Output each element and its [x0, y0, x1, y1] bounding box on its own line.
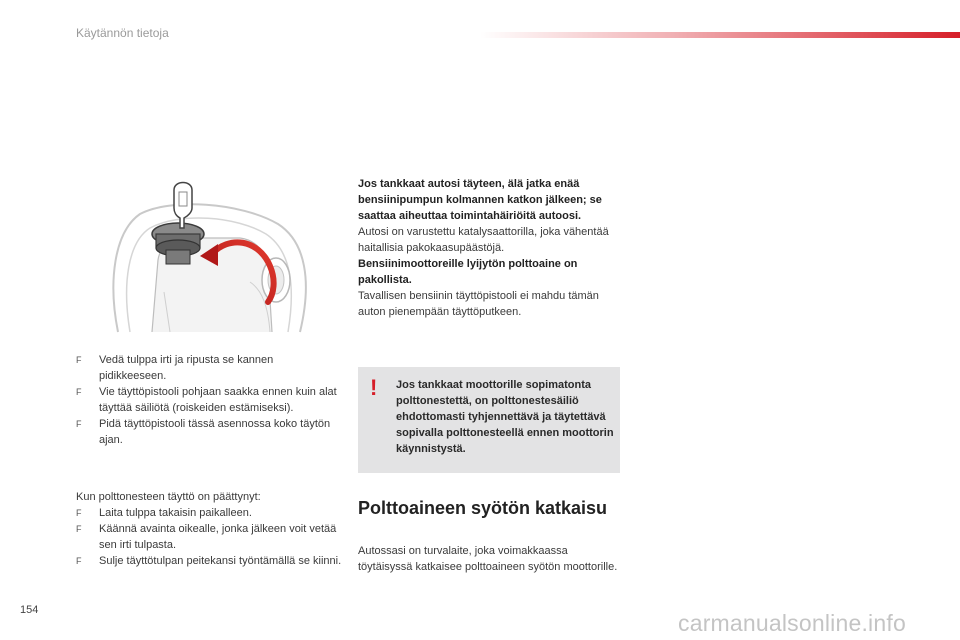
list-item: F Sulje täyttötulpan peitekansi työntämällä se kiinni. [76, 555, 342, 567]
section-title: Polttoaineen syötön katkaisu [358, 498, 608, 518]
fill-warning: Jos tankkaat autosi täyteen, älä jatka enää bensiinipumpun kolmannen katkon jälkeen; se saattaa aiheuttaa toimintahäiriöitä autoosi. [358, 178, 602, 222]
fuel-cap-key-icon [100, 172, 320, 340]
bullet-icon: F [76, 419, 82, 429]
watermark: carmanualsonline.info [678, 610, 906, 636]
header-accent-bar [480, 32, 960, 38]
exclamation-icon: ! [370, 375, 378, 400]
after-fill-intro: Kun polttonesteen täyttö on päättynyt: [76, 491, 261, 503]
bullet-icon: F [76, 556, 82, 566]
after-fill-steps [76, 489, 342, 569]
catalyst-note: Autosi on varustettu katalysaattorilla, joka vähentää haitallisia pakokaasupäästöjä. [358, 226, 609, 254]
list-item: F Vie täyttöpistooli pohjaan saakka ennen kuin alat täyttää säiliötä (roiskeiden estämiseksi). [76, 386, 337, 414]
bullet-icon: F [76, 508, 82, 518]
unleaded-note: Bensiinimoottoreille lyijytön polttoaine on pakollista. [358, 258, 578, 286]
page-number: 154 [20, 604, 39, 616]
nozzle-note: Tavallisen bensiinin täyttöpistooli ei mahdu tämän auton pienempään täyttöputkeen. [358, 290, 599, 318]
bullet-icon: F [76, 524, 82, 534]
warning-text: Jos tankkaat moottorille sopimatonta polttonestettä, on polttonestesäiliö ehdottomasti tyhjennettävä ja täytettävä sopivalla polttonesteellä ennen moottorin käynnistystä. [396, 379, 614, 455]
bullet-icon: F [76, 387, 82, 397]
fuel-cap-illustration [100, 172, 320, 340]
section-body: Autossasi on turvalaite, joka voimakkaassa töytäisyssä katkaisee polttoaineen syötön moottorille. [358, 545, 618, 573]
list-item: F Vedä tulppa irti ja ripusta se kannen pidikkeeseen. [76, 354, 274, 382]
fill-steps [76, 352, 342, 448]
fuel-info [358, 176, 628, 320]
page-header-title: Käytännön tietoja [76, 26, 169, 40]
warning-box [358, 367, 620, 473]
list-item: F Pidä täyttöpistooli tässä asennossa koko täytön ajan. [76, 418, 331, 446]
list-item: F Käännä avainta oikealle, jonka jälkeen voit vetää sen irti tulpasta. [76, 523, 337, 551]
list-item: F Laita tulppa takaisin paikalleen. [76, 507, 252, 519]
bullet-icon: F [76, 355, 82, 365]
